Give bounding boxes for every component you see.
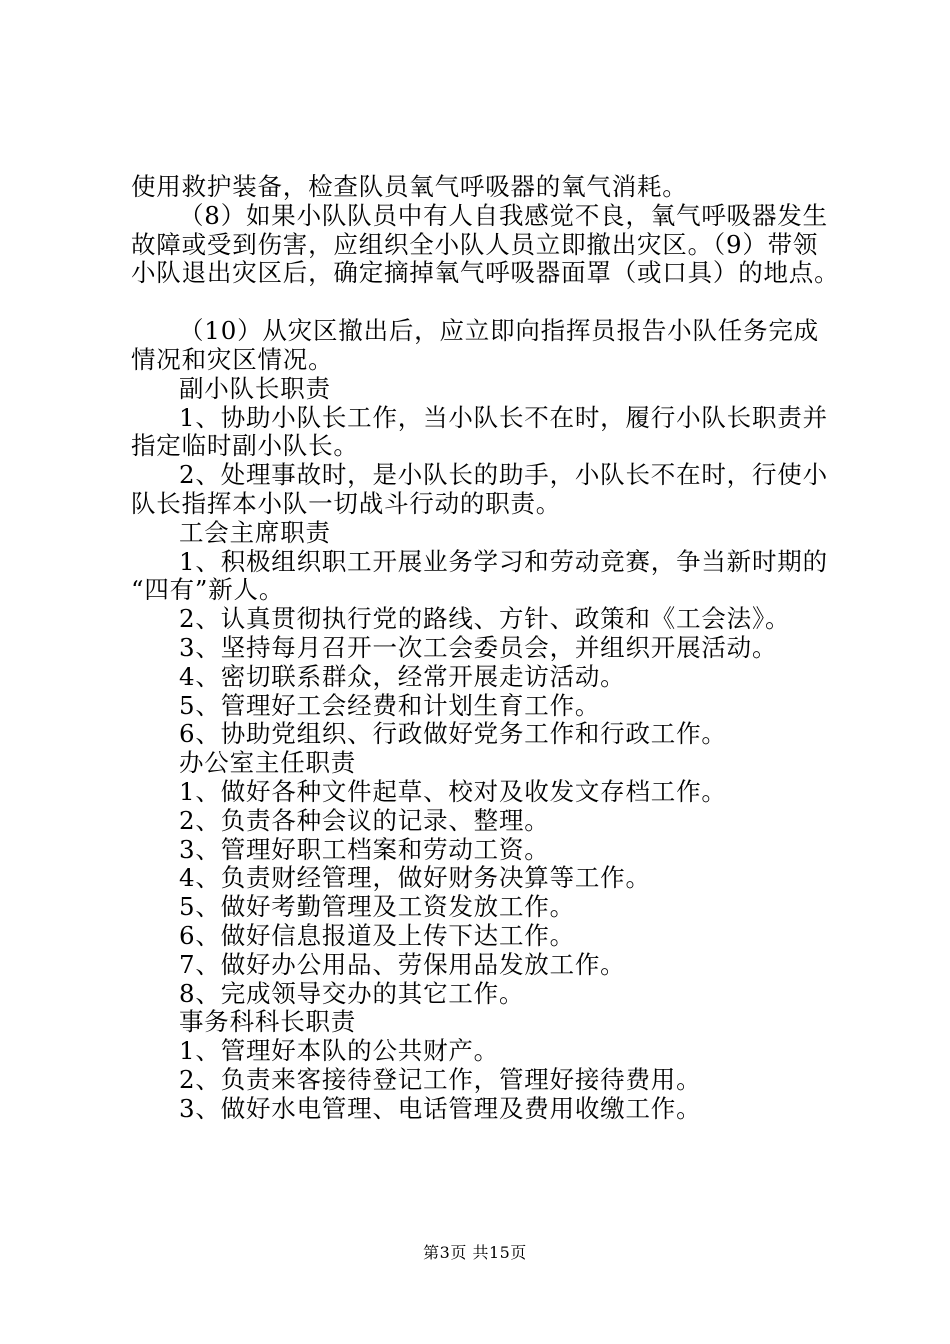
paragraph-line: 使用救护装备，检查队员氧气呼吸器的氧气消耗。	[131, 172, 688, 201]
paragraph-line: 2、处理事故时，是小队长的助手，小队长不在时，行使小	[179, 460, 828, 490]
paragraph-line: 1、管理好本队的公共财产。	[179, 1036, 499, 1066]
section-heading-affairs-section-chief: 事务科科长职责	[179, 1007, 357, 1037]
paragraph-line: 1、做好各种文件起草、校对及收发文存档工作。	[179, 776, 727, 806]
paragraph-line: 3、坚持每月召开一次工会委员会，并组织开展活动。	[179, 632, 778, 662]
document-body	[131, 173, 851, 1124]
paragraph-line: 4、负责财经管理，做好财务决算等工作。	[179, 863, 651, 893]
paragraph-line: 小队退出灾区后，确定摘掉氧气呼吸器面罩（或口具）的地点。	[131, 258, 840, 288]
paragraph-line: 5、管理好工会经费和计划生育工作。	[179, 690, 601, 720]
section-heading-union-chair: 工会主席职责	[179, 517, 331, 547]
paragraph-line: 2、认真贯彻执行党的路线、方针、政策和《工会法》。	[179, 604, 791, 634]
paragraph-line: （10）从灾区撤出后，应立即向指挥员报告小队任务完成	[179, 316, 819, 346]
section-heading-office-director: 办公室主任职责	[179, 748, 357, 778]
paragraph-line: （8）如果小队队员中有人自我感觉不良，氧气呼吸器发生	[179, 200, 828, 230]
paragraph-line: 1、积极组织职工开展业务学习和劳动竞赛，争当新时期的	[179, 546, 828, 576]
section-heading-deputy-leader: 副小队长职责	[179, 373, 331, 403]
paragraph-line: 2、负责来客接待登记工作，管理好接待费用。	[179, 1064, 702, 1094]
paragraph-line: 3、做好水电管理、电话管理及费用收缴工作。	[179, 1093, 702, 1123]
paragraph-line: 情况和灾区情况。	[131, 344, 334, 374]
paragraph-line: 5、做好考勤管理及工资发放工作。	[179, 892, 575, 922]
paragraph-gap	[131, 288, 851, 317]
paragraph-line: 指定临时副小队长。	[131, 431, 359, 461]
paragraph-line: 1、协助小队长工作，当小队长不在时，履行小队长职责并	[179, 402, 828, 432]
paragraph-line: 7、做好办公用品、劳保用品发放工作。	[179, 949, 626, 979]
paragraph-line: 2、负责各种会议的记录、整理。	[179, 805, 550, 835]
paragraph-line: 故障或受到伤害，应组织全小队人员立即撤出灾区。（9）带领	[131, 229, 819, 259]
page-indicator: 第3页 共15页	[423, 1243, 527, 1262]
paragraph-line: 6、做好信息报道及上传下达工作。	[179, 920, 575, 950]
paragraph-line: 4、密切联系群众，经常开展走访活动。	[179, 661, 626, 691]
paragraph-line: 3、管理好职工档案和劳动工资。	[179, 834, 550, 864]
paragraph-line: “四有”新人。	[131, 575, 285, 605]
paragraph-line: 8、完成领导交办的其它工作。	[179, 978, 525, 1008]
paragraph-line: 队长指挥本小队一切战斗行动的职责。	[131, 488, 562, 518]
paragraph-line: 6、协助党组织、行政做好党务工作和行政工作。	[179, 719, 727, 749]
